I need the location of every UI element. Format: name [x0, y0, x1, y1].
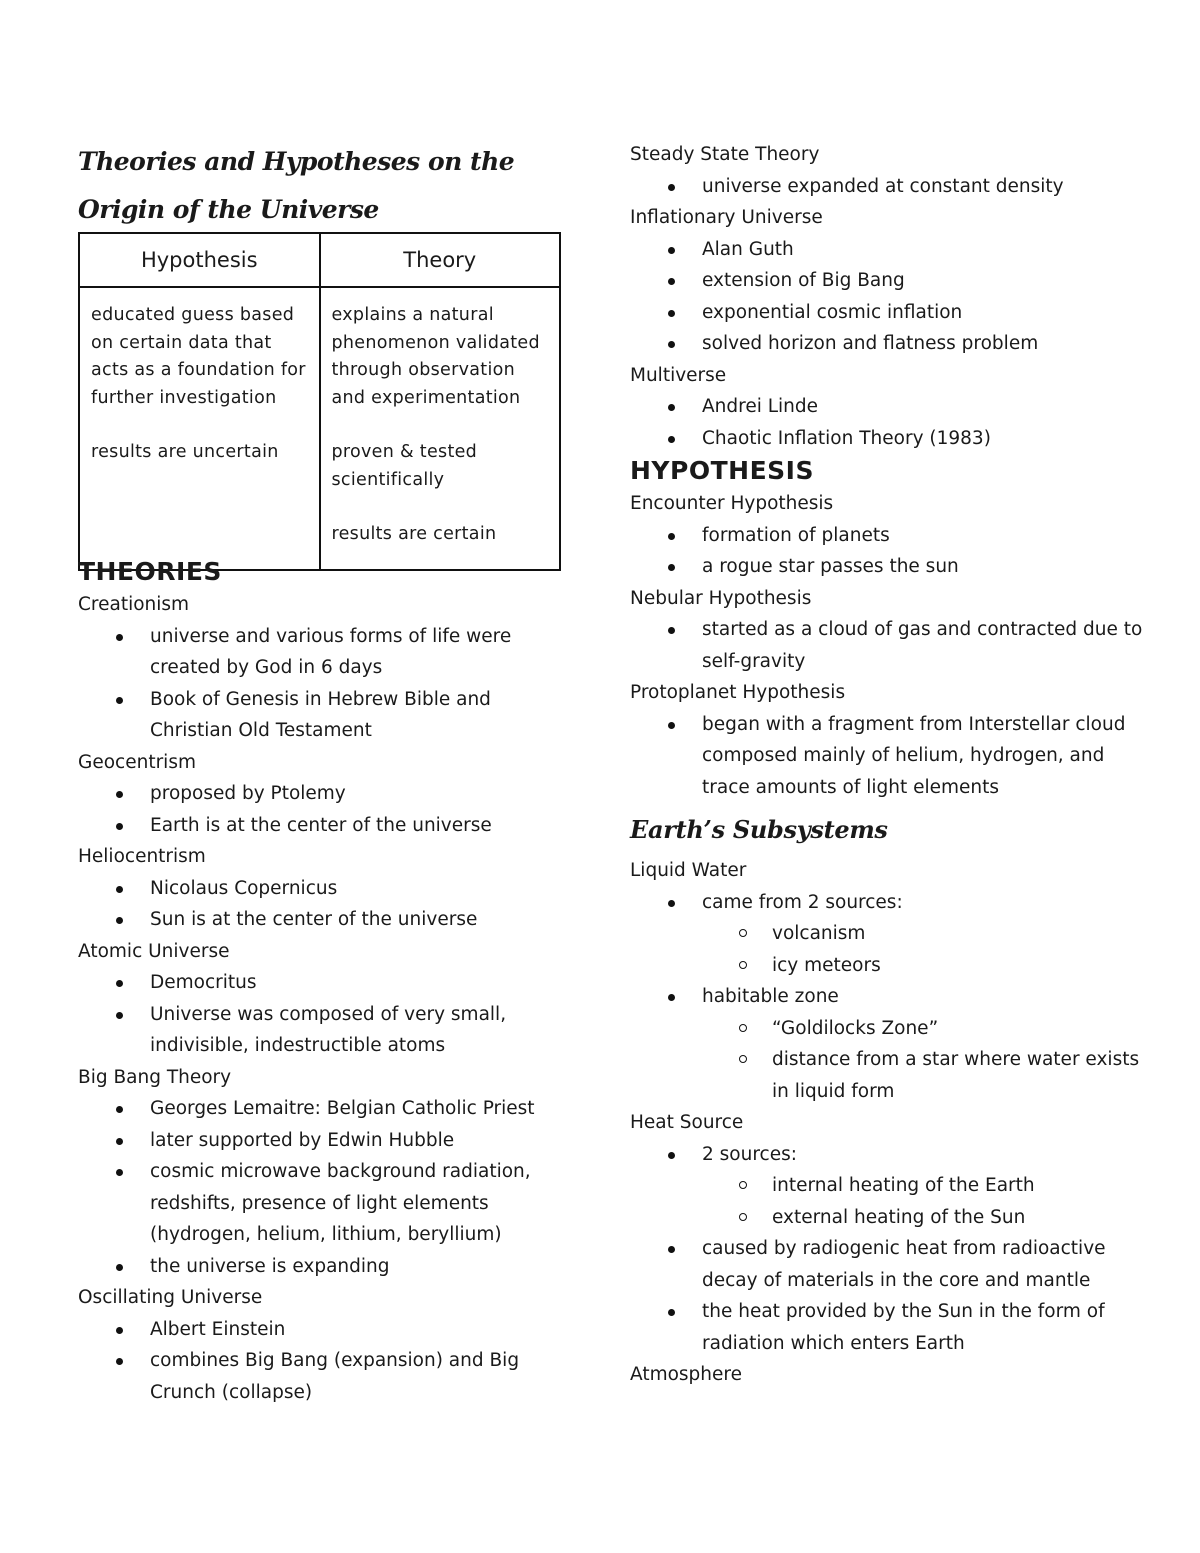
protoplanet-list [630, 709, 1150, 804]
habitable-zone-list [630, 981, 1150, 1013]
list-item: started as a cloud of gas and contracted due to self-gravity [630, 614, 1150, 677]
list-item: universe expanded at constant density [630, 171, 1150, 203]
list-item: Chaotic Inflation Theory (1983) [630, 423, 1150, 455]
topic-inflationary-universe: Inflationary Universe [630, 207, 823, 228]
title-line-1: Theories and Hypotheses on the [78, 147, 515, 176]
list-item: universe and various forms of life were created by God in 6 days [78, 621, 568, 684]
sub-list-item: external heating of the Sun [701, 1202, 1150, 1234]
sub-list-item: distance from a star where water exists in liquid form [701, 1044, 1150, 1107]
topic-encounter-hypothesis: Encounter Hypothesis [630, 493, 834, 514]
sub-list-item: icy meteors [701, 950, 1150, 982]
subsystems-heading: Earth’s Subsystems [630, 815, 888, 844]
topic-heat-source: Heat Source [630, 1112, 744, 1133]
list-item: proposed by Ptolemy [78, 778, 568, 810]
right-column [630, 0, 1150, 1553]
list-item: Universe was composed of very small, indivisible, indestructible atoms [78, 999, 568, 1062]
list-item: habitable zone [630, 981, 1150, 1013]
topic-nebular-hypothesis: Nebular Hypothesis [630, 587, 812, 609]
encounter-list [630, 520, 1150, 583]
liquid-water-list [630, 887, 1150, 919]
heliocentrism-list [78, 873, 568, 936]
heat-source-list [630, 1139, 1150, 1171]
heat-source-details [630, 1233, 1150, 1359]
theories-heading: THEORIES [78, 557, 222, 586]
sub-list-item: “Goldilocks Zone” [701, 1013, 1150, 1045]
list-item: Earth is at the center of the universe [78, 810, 568, 842]
oscillating-universe-list [78, 1314, 568, 1409]
inflationary-universe-list [630, 234, 1150, 360]
nebular-list [630, 614, 1150, 677]
sources-label: came from 2 sources: [702, 891, 903, 913]
list-item: exponential cosmic inflation [630, 297, 1150, 329]
hypothesis-cell [79, 287, 320, 570]
multiverse-list [630, 391, 1150, 454]
topic-oscillating-universe: Oscillating Universe [78, 1287, 263, 1308]
header-hypothesis: Hypothesis [79, 233, 320, 287]
list-item: later supported by Edwin Hubble [78, 1125, 568, 1157]
list-item: Andrei Linde [630, 391, 1150, 423]
hypothesis-heading: HYPOTHESIS [630, 456, 814, 485]
theory-proven: proven & tested scientifically [331, 442, 478, 490]
topic-protoplanet-hypothesis: Protoplanet Hypothesis [630, 682, 846, 703]
title-line-2: Origin of the Universe [78, 195, 379, 224]
heat-sources-sublist [630, 1170, 1150, 1233]
list-item: combines Big Bang (expansion) and Big Crunch (collapse) [78, 1345, 568, 1408]
list-item: a rogue star passes the sun [630, 551, 1150, 583]
hypothesis-results: results are uncertain [91, 442, 279, 462]
theory-cell [320, 287, 561, 570]
topic-steady-state: Steady State Theory [630, 144, 820, 165]
topic-multiverse: Multiverse [630, 364, 727, 386]
topic-creationism: Creationism [78, 594, 190, 615]
topic-atomic-universe: Atomic Universe [78, 940, 230, 962]
list-item: the heat provided by the Sun in the form of radiation which enters Earth [630, 1296, 1150, 1359]
sub-list-item: volcanism [701, 918, 1150, 950]
sub-list-item: internal heating of the Earth [701, 1170, 1150, 1202]
page-title [78, 138, 578, 234]
list-item: Sun is at the center of the universe [78, 904, 568, 936]
list-item: Nicolaus Copernicus [78, 873, 568, 905]
hypothesis-definition: educated guess based on certain data that acts as a foundation for further investigation [91, 305, 306, 408]
list-item: Georges Lemaitre: Belgian Catholic Priest [78, 1093, 568, 1125]
theory-definition: explains a natural phenomenon validated through observation and experimentation [331, 305, 540, 408]
theories-section [78, 555, 568, 1408]
creationism-list [78, 621, 568, 747]
comparison-table [78, 232, 561, 571]
geocentrism-list [78, 778, 568, 841]
list-item: Democritus [78, 967, 568, 999]
topic-atmosphere: Atmosphere [630, 1364, 742, 1385]
list-item: the universe is expanding [78, 1251, 568, 1283]
list-item [630, 887, 1150, 919]
list-item: cosmic microwave background radiation, redshifts, presence of light elements (hydrogen, helium, lithium, beryllium) [78, 1156, 568, 1251]
list-item: caused by radiogenic heat from radioactive decay of materials in the core and mantle [630, 1233, 1150, 1296]
list-item: Book of Genesis in Hebrew Bible and Christian Old Testament [78, 684, 568, 747]
list-item: Alan Guth [630, 234, 1150, 266]
water-sources-list [630, 918, 1150, 981]
header-theory: Theory [320, 233, 561, 287]
topic-big-bang: Big Bang Theory [78, 1066, 232, 1088]
topic-liquid-water: Liquid Water [630, 860, 747, 881]
topic-geocentrism: Geocentrism [78, 751, 196, 773]
right-flow [630, 139, 1150, 1391]
list-item: Albert Einstein [78, 1314, 568, 1346]
list-item: 2 sources: [630, 1139, 1150, 1171]
list-item: formation of planets [630, 520, 1150, 552]
left-column [78, 0, 568, 1553]
list-item: began with a fragment from Interstellar cloud composed mainly of helium, hydrogen, and trace amounts of light elements [630, 709, 1150, 804]
theory-results: results are certain [331, 524, 497, 544]
habitable-zone-details [630, 1013, 1150, 1108]
steady-state-list [630, 171, 1150, 203]
big-bang-list [78, 1093, 568, 1282]
topic-heliocentrism: Heliocentrism [78, 846, 206, 867]
atomic-universe-list [78, 967, 568, 1062]
list-item: solved horizon and flatness problem [630, 328, 1150, 360]
list-item: extension of Big Bang [630, 265, 1150, 297]
